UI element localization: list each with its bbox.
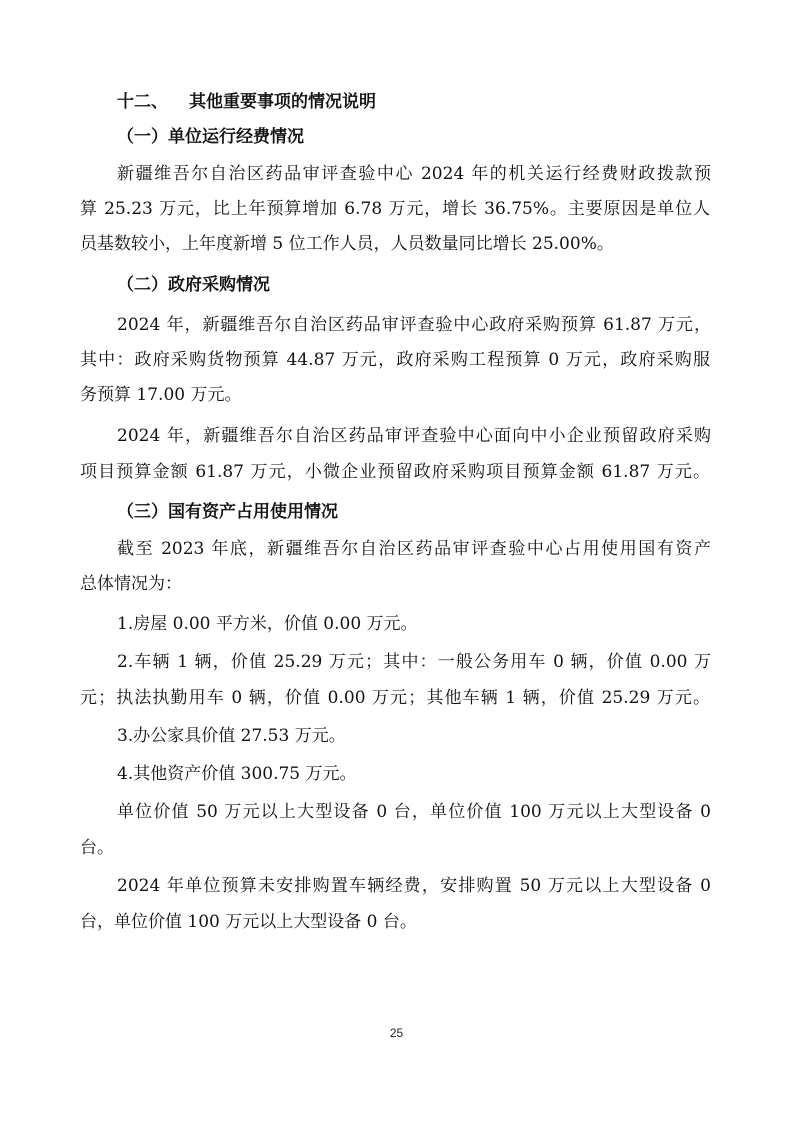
- text-span: 其中：政府采购货物预算 44.87 万元，政府采购工程预算 0 万元，政府采购服: [80, 350, 710, 370]
- asset-item-furniture: 3.办公家具价值 27.53 万元。: [117, 726, 346, 746]
- paragraph-line: [80, 686, 710, 710]
- section-heading: [117, 90, 376, 114]
- paragraph-line: 台，单位价值 100 万元以上大型设备 0 台。: [80, 912, 417, 932]
- text-span: 项目预算金额 61.87 万元，小微企业预留政府采购项目预算金额 61.87 万元。: [80, 462, 710, 482]
- section-title: 其他重要事项的情况说明: [189, 92, 376, 112]
- paragraph-line: [117, 313, 711, 337]
- text-span: 新疆维吾尔自治区药品审评查验中心 2024 年的机关运行经费财政拨款预: [117, 164, 711, 184]
- text-span: 2024 年，新疆维吾尔自治区药品审评查验中心面向中小企业预留政府采购: [117, 426, 711, 446]
- asset-item-other: 4.其他资产价值 300.75 万元。: [117, 764, 357, 784]
- asset-item-housing: 1.房屋 0.00 平方米，价值 0.00 万元。: [117, 614, 418, 634]
- paragraph-line: [80, 348, 710, 372]
- paragraph-line: [80, 197, 710, 221]
- text-span: 2.车辆 1 辆，价值 25.29 万元；其中：一般公务用车 0 辆，价值 0.00 万: [117, 652, 711, 672]
- paragraph-line: 员基数较小，上年度新增 5 位工作人员，人员数量同比增长 25.00%。: [80, 234, 614, 254]
- asset-item-vehicles: [117, 650, 711, 674]
- paragraph-line: [117, 424, 711, 448]
- paragraph-line: [80, 460, 710, 484]
- page-number: 25: [389, 1026, 404, 1040]
- subsection-heading-1: （一）单位运行经费情况: [117, 127, 304, 147]
- paragraph-line: [117, 162, 711, 186]
- subsection-heading-2: （二）政府采购情况: [117, 275, 270, 295]
- subsection-heading-3: （三）国有资产占用使用情况: [117, 502, 338, 522]
- text-span: 算 25.23 万元，比上年预算增加 6.78 万元，增长 36.75%。主要原因是单位人: [80, 199, 710, 219]
- section-number: 十二、: [117, 92, 168, 112]
- text-span: 截至 2023 年底，新疆维吾尔自治区药品审评查验中心占用使用国有资产: [117, 539, 711, 559]
- paragraph-line: [117, 537, 711, 561]
- paragraph-line: 务预算 17.00 万元。: [80, 385, 242, 405]
- text-span: 2024 年单位预算未安排购置车辆经费，安排购置 50 万元以上大型设备 0: [117, 876, 711, 896]
- paragraph-line: 总体情况为：: [80, 574, 182, 594]
- paragraph-line: [117, 874, 711, 898]
- text-span: 单位价值 50 万元以上大型设备 0 台，单位价值 100 万元以上大型设备 0: [117, 802, 711, 822]
- text-span: 元；执法执勤用车 0 辆，价值 0.00 万元；其他车辆 1 辆，价值 25.29 万元。: [80, 688, 710, 708]
- paragraph-line: [117, 800, 711, 824]
- paragraph-line: 台。: [80, 838, 114, 858]
- text-span: 2024 年，新疆维吾尔自治区药品审评查验中心政府采购预算 61.87 万元，: [117, 315, 711, 335]
